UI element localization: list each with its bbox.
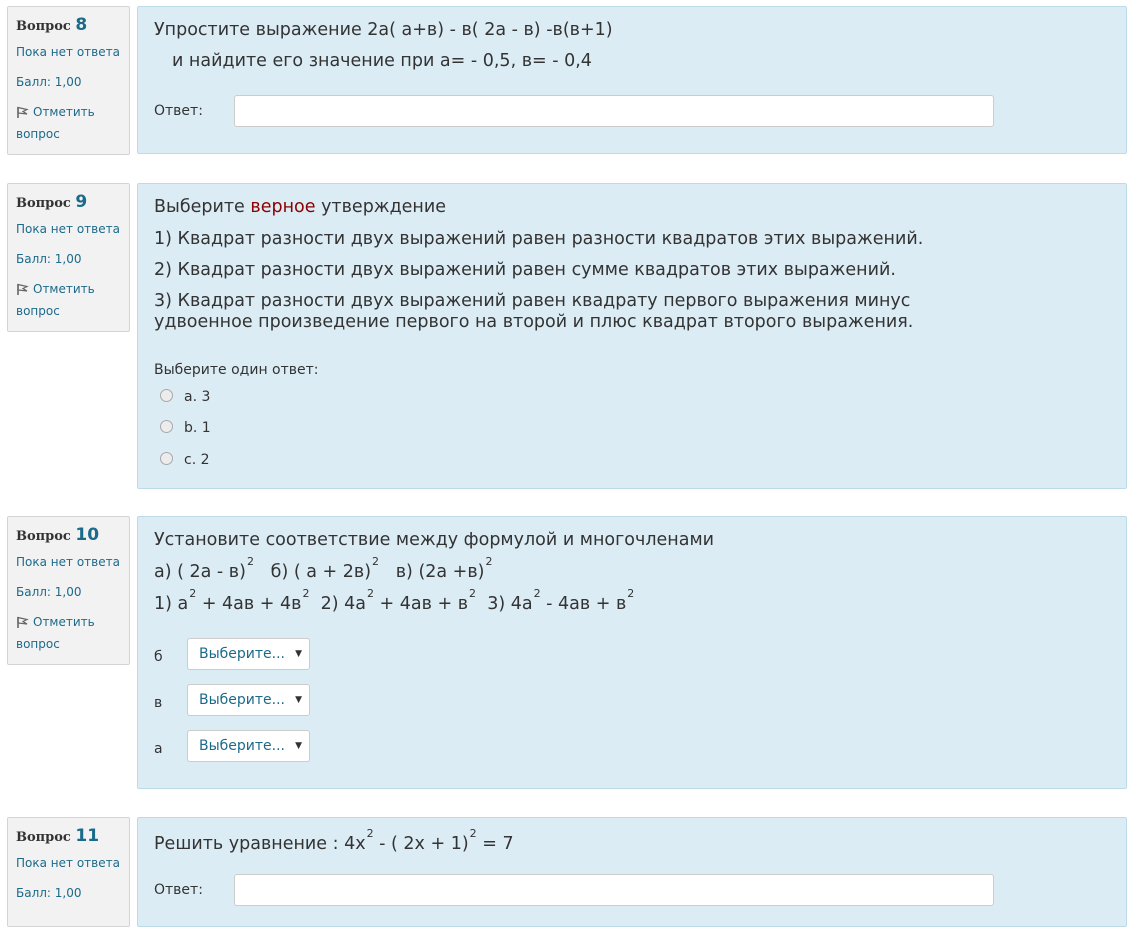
caret-down-icon: ▼ xyxy=(295,649,302,659)
question-text: Решить уравнение : $4x^2$ - ( 2x + 1)$^2$ = 7 xyxy=(154,827,514,854)
answer-option[interactable]: b. 1 xyxy=(160,418,211,438)
question-info xyxy=(7,183,130,332)
flag-question-link[interactable]: Отметить вопрос xyxy=(16,615,95,651)
question-number: Вопрос 8 xyxy=(16,15,88,35)
question-content xyxy=(137,183,1127,489)
question-number: Вопрос 10 xyxy=(16,525,100,545)
question-9 xyxy=(7,183,1127,489)
answer-prompt: Выберите один ответ: xyxy=(154,362,319,378)
question-state: Пока нет ответа xyxy=(16,555,120,569)
radio-button[interactable] xyxy=(160,452,173,465)
highlight-word: верное xyxy=(250,197,316,217)
question-content xyxy=(137,6,1127,154)
match-label: а xyxy=(154,741,163,757)
question-state: Пока нет ответа xyxy=(16,222,120,236)
question-info xyxy=(7,516,130,665)
question-number: Вопрос 11 xyxy=(16,826,100,846)
question-11 xyxy=(7,817,1127,917)
answer-row xyxy=(154,95,1054,129)
question-grade: Балл: 1,00 xyxy=(16,252,82,266)
answer-input[interactable] xyxy=(234,874,994,906)
question-info xyxy=(7,817,130,927)
answer-label: Ответ: xyxy=(154,103,203,119)
question-text: Установите соответствие между формулой и многочленами а) ( 2а - в)$^2$ б) ( а + 2в)$^2$ в) $(2а +в)^2$ 1) $а^2 + 4ав + 4в^2$ 2) $4а^2 + 4ав + в^2$ 3) $4а^2 - 4ав + в^2$ xyxy=(154,530,715,614)
question-grade: Балл: 1,00 xyxy=(16,585,82,599)
question-content xyxy=(137,817,1127,927)
question-text: Выберите верное утверждение 1) Квадрат разности двух выражений равен разности квадратов этих выражений. 2) Квадрат разности двух выражений равен сумме квадратов этих выражений. 3) Квадрат разности двух выражений равен квадрату первого выражения минус удвоенное произведение первого на второй и плюс квадрат второго выражения. xyxy=(154,197,924,332)
caret-down-icon: ▼ xyxy=(295,695,302,705)
question-grade: Балл: 1,00 xyxy=(16,75,82,89)
question-text: Упростите выражение 2а( а+в) - в( 2а - в) -в(в+1) и найдите его значение при а= - 0,5, в= - 0,4 xyxy=(154,20,613,71)
match-select[interactable]: Выберите... ▼ xyxy=(187,684,310,716)
flag-icon xyxy=(16,106,29,119)
match-select[interactable]: Выберите... ▼ xyxy=(187,638,310,670)
question-8 xyxy=(7,6,1127,155)
flag-icon xyxy=(16,283,29,296)
question-10 xyxy=(7,516,1127,789)
question-state: Пока нет ответа xyxy=(16,856,120,870)
question-grade: Балл: 1,00 xyxy=(16,886,82,900)
radio-button[interactable] xyxy=(160,420,173,433)
answer-input[interactable] xyxy=(234,95,994,127)
match-select[interactable]: Выберите... ▼ xyxy=(187,730,310,762)
radio-button[interactable] xyxy=(160,389,173,402)
question-number: Вопрос 9 xyxy=(16,192,88,212)
flag-icon xyxy=(16,616,29,629)
question-state: Пока нет ответа xyxy=(16,45,120,59)
answer-option[interactable]: a. 3 xyxy=(160,387,210,407)
match-label: в xyxy=(154,695,163,711)
answer-row xyxy=(154,874,1054,908)
caret-down-icon: ▼ xyxy=(295,741,302,751)
answer-option[interactable]: c. 2 xyxy=(160,450,210,470)
flag-question-link[interactable]: Отметить вопрос xyxy=(16,282,95,318)
answer-label: Ответ: xyxy=(154,882,203,898)
question-content xyxy=(137,516,1127,789)
match-label: б xyxy=(154,649,163,665)
flag-question-link[interactable]: Отметить вопрос xyxy=(16,105,95,141)
question-info xyxy=(7,6,130,155)
